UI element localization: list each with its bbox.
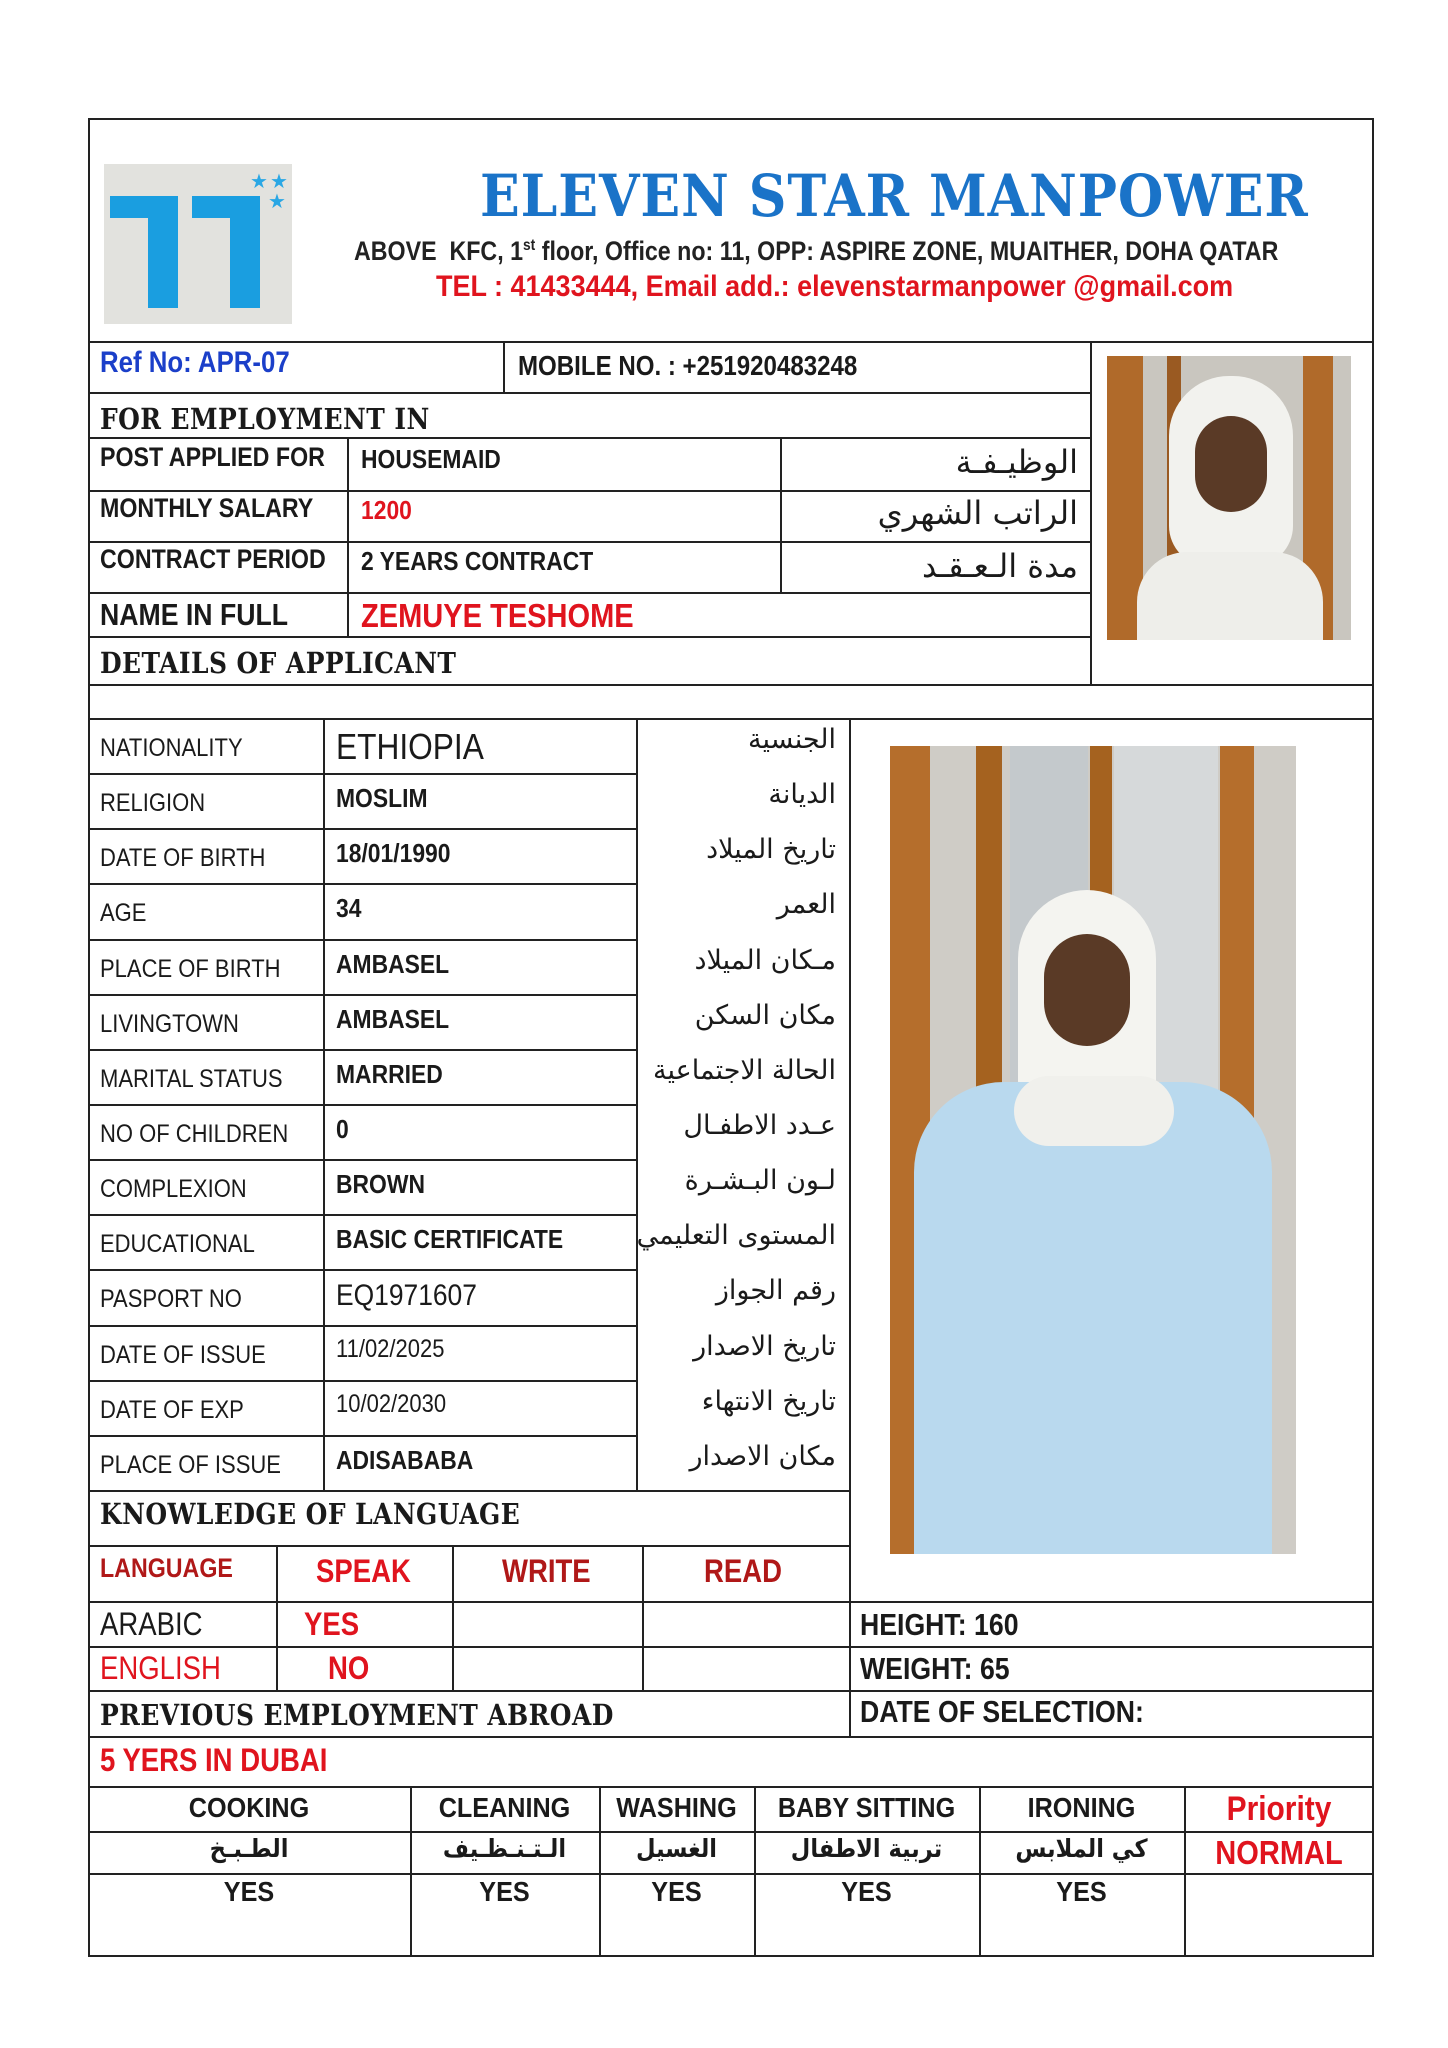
detail-arabic: مـكان الميلاد (694, 945, 836, 976)
language-english: ENGLISH (100, 1650, 221, 1686)
skill-value: YES (1056, 1876, 1107, 1907)
name-value: ZEMUYE TESHOME (361, 597, 634, 634)
detail-label: PLACE OF BIRTH (100, 955, 281, 983)
detail-label: MARITAL STATUS (100, 1065, 283, 1093)
monthly-salary-arabic: الراتب الشهري (877, 494, 1078, 532)
contract-period-value: 2 YEARS CONTRACT (361, 546, 594, 576)
applicant-photo-small (1107, 356, 1351, 640)
details-section-title: DETAILS OF APPLICANT (100, 646, 457, 680)
detail-value: BASIC CERTIFICATE (336, 1224, 564, 1254)
company-contact: TEL : 41433444, Email add.: elevenstarmanpower @gmail.com (436, 270, 1234, 303)
detail-value: 0 (336, 1114, 349, 1144)
previous-employment-title: PREVIOUS EMPLOYMENT ABROAD (100, 1698, 614, 1732)
skill-value: YES (841, 1876, 892, 1907)
detail-arabic: مكان الاصدار (689, 1441, 836, 1472)
contract-period-label: CONTRACT PERIOD (100, 544, 326, 574)
detail-value: BROWN (336, 1169, 425, 1199)
detail-label: EDUCATIONAL (100, 1230, 255, 1258)
detail-arabic: الحالة الاجتماعية (653, 1055, 836, 1086)
detail-label: PLACE OF ISSUE (100, 1451, 281, 1479)
skill-ar: تربية الاطفال (790, 1834, 943, 1863)
language-header-language: LANGUAGE (100, 1553, 233, 1583)
detail-arabic: المستوى التعليمي (636, 1220, 836, 1251)
detail-label: DATE OF ISSUE (100, 1341, 266, 1369)
language-english-speak: NO (328, 1650, 370, 1686)
previous-employment-value: 5 YERS IN DUBAI (100, 1742, 328, 1778)
company-logo (104, 164, 292, 324)
skill-en: COOKING (188, 1792, 310, 1823)
detail-value: ETHIOPIA (336, 726, 484, 767)
detail-value: AMBASEL (336, 949, 450, 979)
detail-value: 18/01/1990 (336, 838, 451, 868)
post-applied-arabic: الوظيـفـة (955, 443, 1078, 481)
detail-value: AMBASEL (336, 1004, 450, 1034)
language-arabic: ARABIC (100, 1606, 203, 1642)
contract-period-arabic: مدة الـعـقـد (921, 547, 1078, 585)
language-arabic-speak: YES (304, 1606, 360, 1642)
language-header-read: READ (704, 1553, 782, 1589)
detail-value: ADISABABA (336, 1445, 474, 1475)
monthly-salary-value: 1200 (361, 495, 412, 525)
detail-value: 10/02/2030 (336, 1390, 447, 1418)
post-applied-value: HOUSEMAID (361, 444, 501, 474)
priority-label: Priority (1226, 1790, 1332, 1828)
skill-value: YES (651, 1876, 702, 1907)
detail-arabic: عـدد الاطفـال (683, 1110, 836, 1141)
detail-arabic: تاريخ الاصدار (693, 1331, 836, 1362)
detail-arabic: تاريخ الانتهاء (701, 1386, 836, 1417)
detail-label: NO OF CHILDREN (100, 1120, 289, 1148)
height-value: HEIGHT: 160 (860, 1607, 1019, 1642)
skill-en: CLEANING (438, 1792, 571, 1823)
skill-ar: كي الملابس (1015, 1834, 1148, 1863)
detail-label: NATIONALITY (100, 734, 243, 762)
detail-arabic: مكان السكن (694, 1000, 836, 1031)
mobile-number: MOBILE NO. : +251920483248 (518, 350, 858, 381)
detail-label: LIVINGTOWN (100, 1010, 239, 1038)
detail-arabic: الجنسية (747, 724, 836, 755)
svg-text:★: ★ (250, 169, 268, 193)
detail-value: 11/02/2025 (336, 1335, 445, 1363)
detail-label: COMPLEXION (100, 1175, 247, 1203)
detail-value: EQ1971607 (336, 1279, 477, 1312)
detail-label: AGE (100, 899, 147, 927)
detail-label: RELIGION (100, 789, 206, 817)
svg-text:★: ★ (270, 169, 288, 193)
language-section-title: KNOWLEDGE OF LANGUAGE (100, 1497, 521, 1531)
applicant-photo-full (890, 746, 1296, 1554)
ref-number: Ref No: APR-07 (100, 346, 290, 379)
priority-value: NORMAL (1215, 1834, 1343, 1871)
monthly-salary-label: MONTHLY SALARY (100, 493, 314, 523)
skill-value: YES (223, 1876, 275, 1907)
skill-ar: الغسيل (635, 1834, 718, 1863)
date-of-selection-label: DATE OF SELECTION: (860, 1694, 1144, 1729)
name-label: NAME IN FULL (100, 597, 289, 632)
post-applied-label: POST APPLIED FOR (100, 442, 325, 472)
employment-section-title: FOR EMPLOYMENT IN (100, 402, 430, 436)
company-name: ELEVEN STAR MANPOWER (480, 162, 1309, 230)
detail-value: MARRIED (336, 1059, 443, 1089)
detail-value: 34 (336, 893, 362, 923)
skill-en: IRONING (1027, 1792, 1136, 1823)
svg-text:★: ★ (268, 189, 286, 213)
skill-ar: الطـبـخ (209, 1834, 289, 1863)
skill-en: BABY SITTING (777, 1792, 956, 1823)
weight-value: WEIGHT: 65 (860, 1651, 1010, 1686)
detail-arabic: تاريخ الميلاد (706, 834, 836, 865)
skill-value: YES (479, 1876, 530, 1907)
detail-arabic: لـون البـشـرة (684, 1165, 836, 1196)
detail-value: MOSLIM (336, 783, 428, 813)
language-header-write: WRITE (502, 1553, 591, 1589)
company-address: ABOVE KFC, 1st floor, Office no: 11, OPP: ASPIRE ZONE, MUAITHER, DOHA QATAR (354, 236, 1279, 266)
skill-ar: الـتـنـظـيف (442, 1834, 567, 1863)
language-header-speak: SPEAK (316, 1553, 411, 1589)
detail-label: PASPORT NO (100, 1285, 242, 1313)
detail-arabic: العمر (776, 889, 836, 920)
skill-en: WASHING (616, 1792, 737, 1823)
detail-label: DATE OF BIRTH (100, 844, 266, 872)
detail-arabic: رقم الجواز (715, 1275, 836, 1306)
detail-label: DATE OF EXP (100, 1396, 244, 1424)
detail-arabic: الديانة (768, 779, 836, 810)
